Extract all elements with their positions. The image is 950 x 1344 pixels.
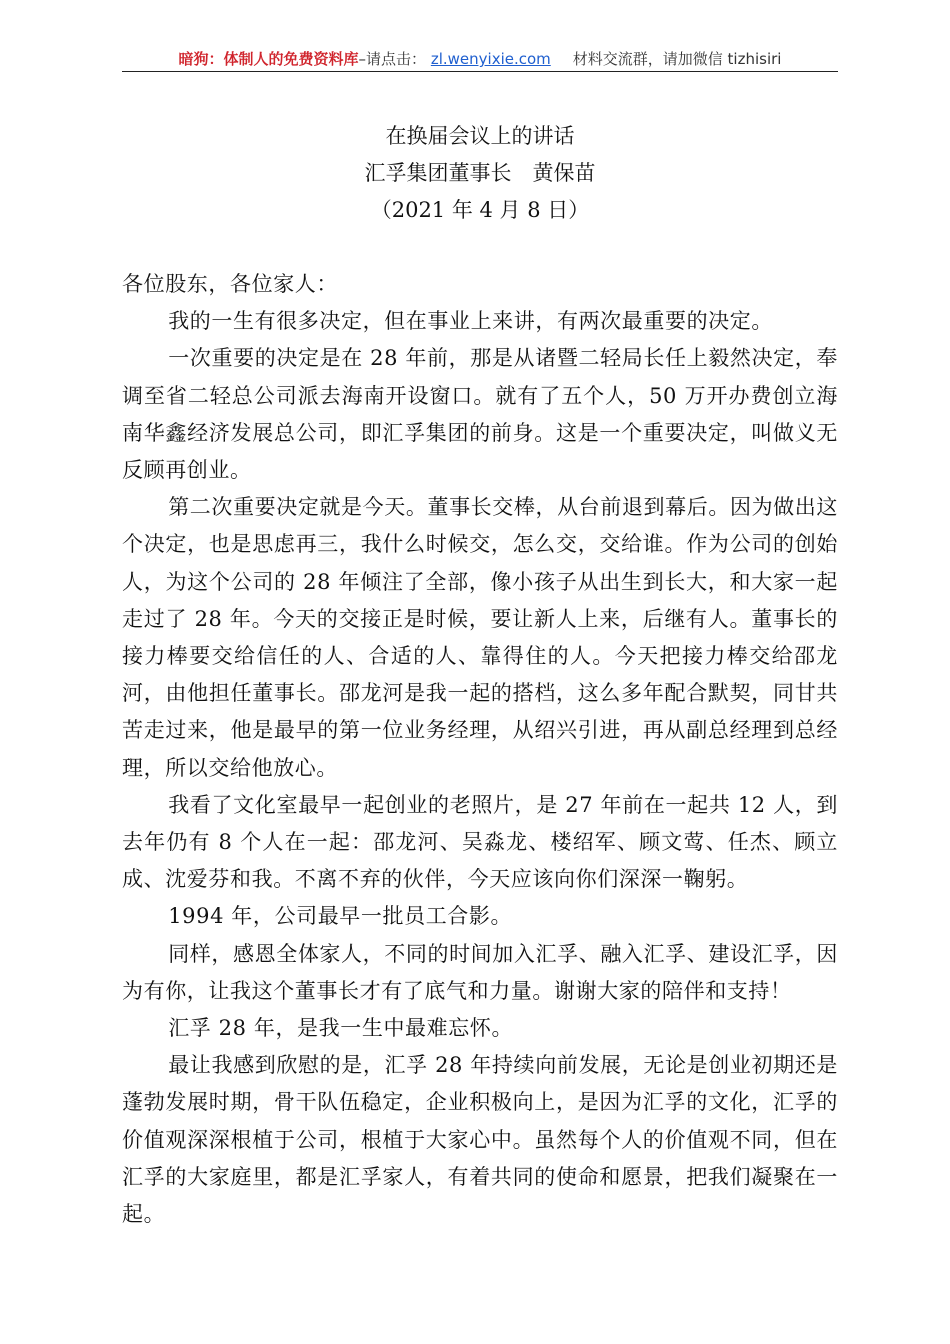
speaker-line: 汇孚集团董事长 黄保苗 <box>364 161 596 185</box>
header-prompt: –请点击： <box>358 50 427 68</box>
speech-title: 在换届会议上的讲话 <box>385 124 575 148</box>
speech-date: （2021 年 4 月 8 日） <box>370 198 590 222</box>
header-link[interactable]: zl.wenyixie.com <box>430 50 551 68</box>
header-promo: 暗狗：体制人的免费资料库 <box>178 50 359 68</box>
speech-body <box>122 266 838 1233</box>
header-contact: 材料交流群，请加微信 tizhisiri <box>572 50 782 68</box>
paragraph: 一次重要的决定是在 28 年前，那是从诸暨二轻局长任上毅然决定，奉调至省二轻总公司派去海南开设窗口。就有了五个人，50 万开办费创立海南华鑫经济发展总公司，即汇孚集团的前身。这是一个重要决定，叫做义无反顾再创业。 <box>122 346 838 483</box>
paragraph: 我的一生有很多决定，但在事业上来讲，有两次最重要的决定。 <box>168 309 773 334</box>
salutation: 各位股东，各位家人： <box>122 272 338 296</box>
paragraph: 最让我感到欣慰的是，汇孚 28 年持续向前发展，无论是创业初期还是蓬勃发展时期，骨干队伍稳定，企业积极向上，是因为汇孚的文化，汇孚的价值观深深根植于公司，根植于大家心中。虽然每个人的价值观不同，但在汇孚的大家庭里，都是汇孚家人，有着共同的使命和愿景，把我们凝聚在一起。 <box>122 1053 838 1227</box>
paragraph: 同样，感恩全体家人，不同的时间加入汇孚、融入汇孚、建设汇孚，因为有你，让我这个董事长才有了底气和力量。谢谢大家的陪伴和支持！ <box>122 941 838 1003</box>
page-header <box>122 46 838 72</box>
paragraph: 汇孚 28 年，是我一生中最难忘怀。 <box>168 1016 514 1041</box>
paragraph: 第二次重要决定就是今天。董事长交棒，从台前退到幕后。因为做出这个决定，也是思虑再三，我什么时候交，怎么交，交给谁。作为公司的创始人，为这个公司的 28 年倾注了全部，像小孩子从出生到长大，和大家一起走过了 28 年。今天的交接正是时候，要让新人上来，后继有人。董事长的接力棒要交给信任的人、合适的人、靠得住的人。今天把接力棒交给邵龙河，由他担任董事长。邵龙河是我一起的搭档，这么多年配合默契，同甘共苦走过来，他是最早的第一位业务经理，从绍兴引进，再从副总经理到总经理，所以交给他放心。 <box>122 495 838 780</box>
paragraph: 1994 年，公司最早一批员工合影。 <box>168 904 513 929</box>
header-divider <box>122 71 838 72</box>
paragraph: 我看了文化室最早一起创业的老照片，是 27 年前在一起共 12 人，到去年仍有 8 个人在一起：邵龙河、吴淼龙、楼绍军、顾文莺、任杰、顾立成、沈爱芬和我。不离不弃的伙伴，今天应该向你们深深一鞠躬。 <box>122 792 838 892</box>
speech-title-block <box>122 118 838 229</box>
